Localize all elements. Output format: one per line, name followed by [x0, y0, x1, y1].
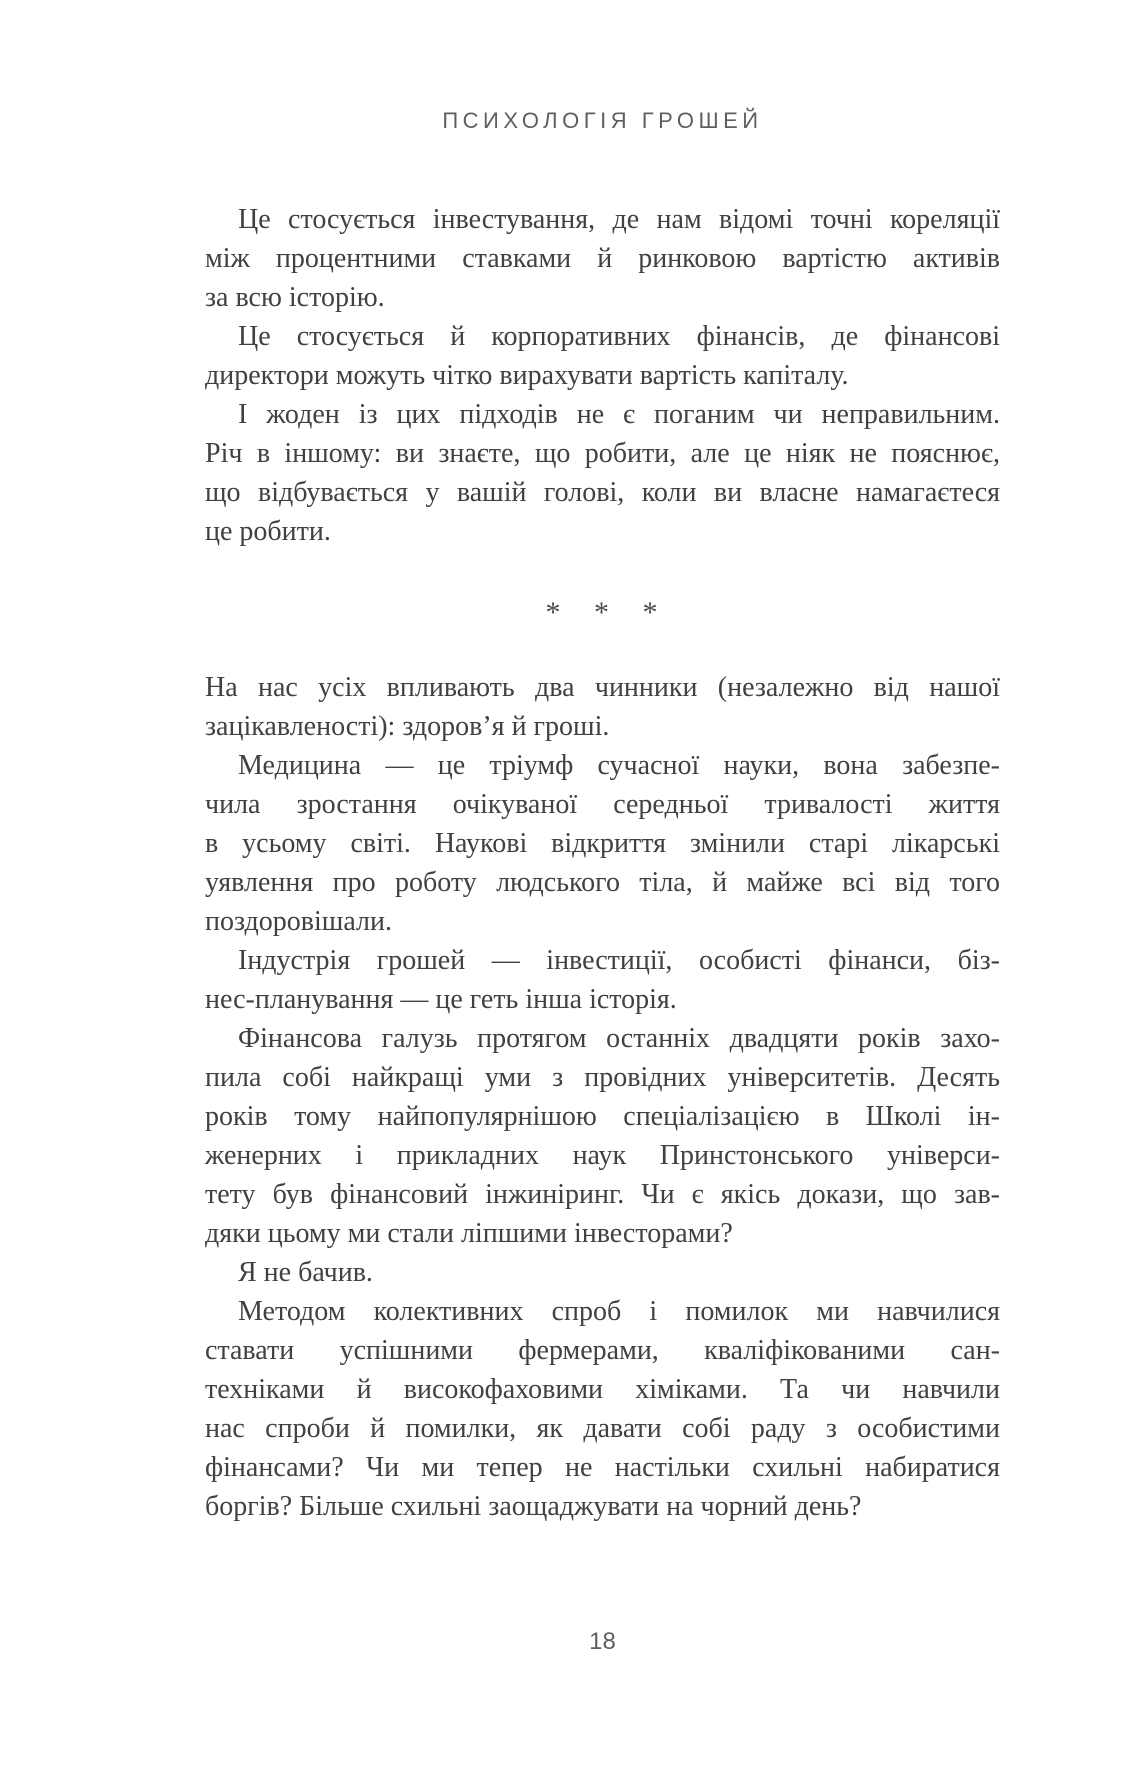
text-line: це робити. [205, 516, 331, 547]
text-line: Я не бачив. [238, 1257, 373, 1288]
text-line: Методом колективних спроб і помилок ми навчилися [238, 1296, 1000, 1327]
text-line: Річ в іншому: ви знаєте, що робити, але це ніяк не пояснює, [205, 438, 1000, 469]
paragraph [205, 941, 1000, 1019]
running-header: ПСИХОЛОГІЯ ГРОШЕЙ [442, 108, 763, 133]
text-line: Це стосується інвестування, де нам відомі точні кореляції [238, 204, 1000, 235]
text-line: нас спроби й помилки, як давати собі раду з особистими [205, 1413, 1000, 1444]
text-line: техніками й високофаховими хіміками. Та чи навчили [205, 1374, 1000, 1405]
text-line: фінансами? Чи ми тепер не настільки схильні набиратися [205, 1452, 1000, 1483]
paragraph [205, 317, 1000, 395]
paragraph [205, 200, 1000, 317]
section-break-asterisks: * * * [545, 596, 660, 629]
paragraph [205, 746, 1000, 941]
text-line: Медицина — це тріумф сучасної науки, вона забезпе- [238, 750, 1000, 781]
paragraph [205, 395, 1000, 551]
text-section-after-break [205, 668, 1000, 1526]
text-line: нес-планування — це геть інша історія. [205, 984, 677, 1015]
text-line: Індустрія грошей — інвестиції, особисті фінанси, біз- [238, 945, 1000, 976]
text-line: женерних і прикладних наук Принстонського універси- [205, 1140, 1000, 1171]
text-line: зацікавленості): здоров’я й гроші. [205, 711, 610, 742]
text-line: між процентними ставками й ринковою вартістю активів [205, 243, 1000, 274]
text-line: На нас усіх впливають два чинники (незалежно від нашої [205, 672, 1000, 703]
text-line: уявлення про роботу людського тіла, й майже всі від того [205, 867, 1000, 898]
text-line: дяки цьому ми стали ліпшими інвесторами? [205, 1218, 733, 1249]
text-line: чила зростання очікуваної середньої тривалості життя [205, 789, 1000, 820]
text-line: боргів? Більше схильні заощаджувати на чорний день? [205, 1491, 862, 1522]
text-line: Це стосується й корпоративних фінансів, де фінансові [238, 321, 1000, 352]
page-number: 18 [589, 1628, 616, 1655]
text-line: що відбувається у вашій голові, коли ви власне намагаєтеся [205, 477, 1000, 508]
paragraph [205, 1292, 1000, 1526]
paragraph [205, 1253, 1000, 1292]
text-line: пила собі найкращі уми з провідних університетів. Десять [205, 1062, 1000, 1093]
text-section-before-break [205, 200, 1000, 551]
text-line: років тому найпопулярнішою спеціалізацією в Школі ін- [205, 1101, 1000, 1132]
text-line: директори можуть чітко вирахувати вартість капіталу. [205, 360, 849, 391]
paragraph [205, 668, 1000, 746]
text-line: ставати успішними фермерами, кваліфікованими сан- [205, 1335, 1000, 1366]
text-line: поздоровішали. [205, 906, 392, 937]
text-line: тету був фінансовий інжиніринг. Чи є якісь докази, що зав- [205, 1179, 1000, 1210]
text-line: за всю історію. [205, 282, 385, 313]
text-line: в усьому світі. Наукові відкриття змінили старі лікарські [205, 828, 1000, 859]
text-line: Фінансова галузь протягом останніх двадцяти років захо- [238, 1023, 1000, 1054]
text-line: І жоден із цих підходів не є поганим чи неправильним. [238, 399, 1000, 430]
paragraph [205, 1019, 1000, 1253]
